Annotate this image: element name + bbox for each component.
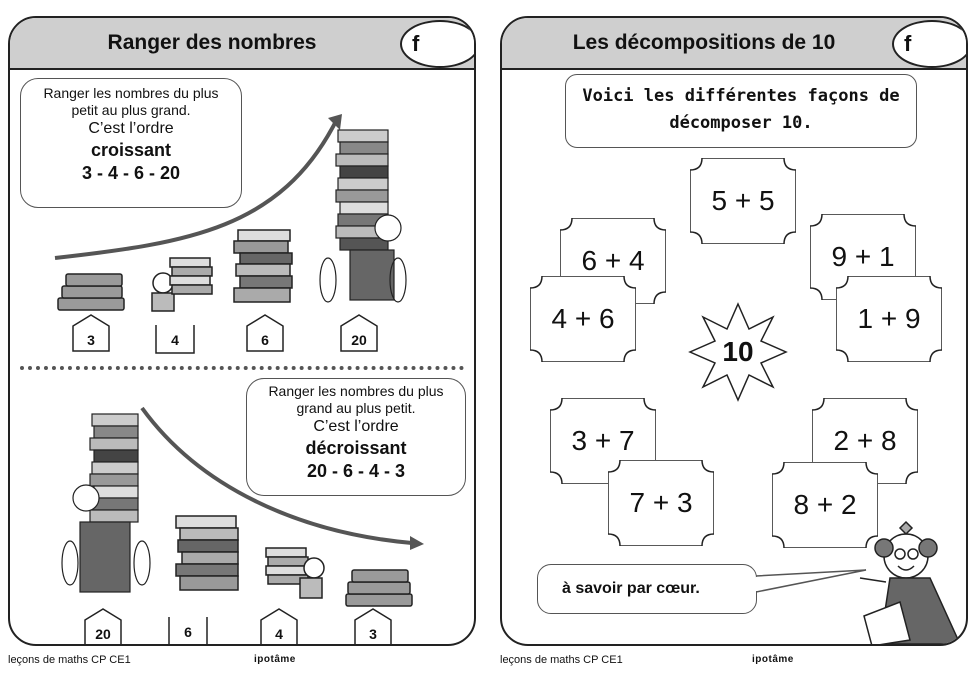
decomposition-tile-text: 8 + 2	[793, 489, 857, 520]
descending-label-2-text: 6	[184, 624, 192, 640]
decomposition-tile-3	[530, 276, 636, 362]
center-star	[688, 302, 788, 402]
ascending-sequence: 3 - 4 - 6 - 20	[81, 163, 181, 183]
descending-label-4	[354, 608, 392, 646]
ranking-letter-badge: f	[400, 20, 476, 68]
descending-keyword: décroissant	[305, 438, 407, 458]
decomposition-card	[500, 16, 968, 646]
decomposition-intro	[565, 74, 917, 148]
decomposition-tile-text: 3 + 7	[571, 425, 635, 456]
ascending-label-1-text: 3	[87, 332, 95, 348]
decomposition-tile-text: 2 + 8	[833, 425, 897, 456]
decomposition-tile-7	[608, 460, 714, 546]
intro-line2: décomposer 10.	[669, 113, 813, 133]
ascending-line2: petit au plus grand.	[71, 102, 191, 118]
footer-left-text: leçons de maths CP CE1	[8, 654, 131, 666]
decomposition-tile-5	[836, 276, 942, 362]
decomposition-letter-badge: f	[892, 20, 968, 68]
decomposition-tile-text: 4 + 6	[551, 303, 615, 334]
descending-label-1-text: 20	[95, 626, 111, 642]
decomposition-tile-text: 1 + 9	[857, 303, 921, 334]
decomposition-tile-text: 5 + 5	[711, 185, 775, 216]
ascending-line3: C’est l’ordre	[88, 120, 174, 137]
ascending-keyword: croissant	[90, 140, 172, 160]
decomposition-tile-text: 7 + 3	[629, 487, 693, 518]
footer-right	[500, 654, 794, 666]
callout-pointer	[756, 566, 876, 606]
descending-line3: C’est l’ordre	[313, 418, 399, 435]
descending-line1: Ranger les nombres du plus	[268, 383, 444, 399]
descending-illustration	[10, 18, 476, 618]
footer-left-brand: ipotâme	[254, 654, 296, 665]
decomposition-title: Les décompositions de 10	[572, 31, 836, 54]
ascending-line1: Ranger les nombres du plus	[43, 85, 219, 101]
descending-sequence: 20 - 6 - 4 - 3	[306, 461, 406, 481]
memorize-callout: à savoir par cœur.	[537, 564, 757, 614]
descending-label-3	[260, 608, 298, 646]
descending-line2: grand au plus petit.	[296, 400, 416, 416]
footer-right-text: leçons de maths CP CE1	[500, 654, 623, 666]
ranking-card	[8, 16, 476, 646]
intro-line1: Voici les différentes façons de	[582, 86, 900, 106]
descending-label-1	[84, 608, 122, 646]
ranking-title: Ranger des nombres	[107, 31, 317, 54]
footer-right-brand: ipotâme	[752, 654, 794, 665]
decomposition-banner	[502, 18, 966, 70]
ascending-label-3-text: 6	[261, 332, 269, 348]
descending-label-3-text: 4	[275, 626, 283, 642]
footer-left	[8, 654, 296, 666]
decomposition-tile-1	[690, 158, 796, 244]
decomposition-tile-text: 9 + 1	[831, 241, 895, 272]
ascending-label-4-text: 20	[351, 332, 367, 348]
decomposition-tile-text: 6 + 4	[581, 245, 645, 276]
center-number: 10	[722, 336, 754, 367]
ascending-label-2-text: 4	[171, 332, 179, 348]
descending-label-2	[168, 616, 208, 646]
descending-label-4-text: 3	[369, 626, 377, 642]
